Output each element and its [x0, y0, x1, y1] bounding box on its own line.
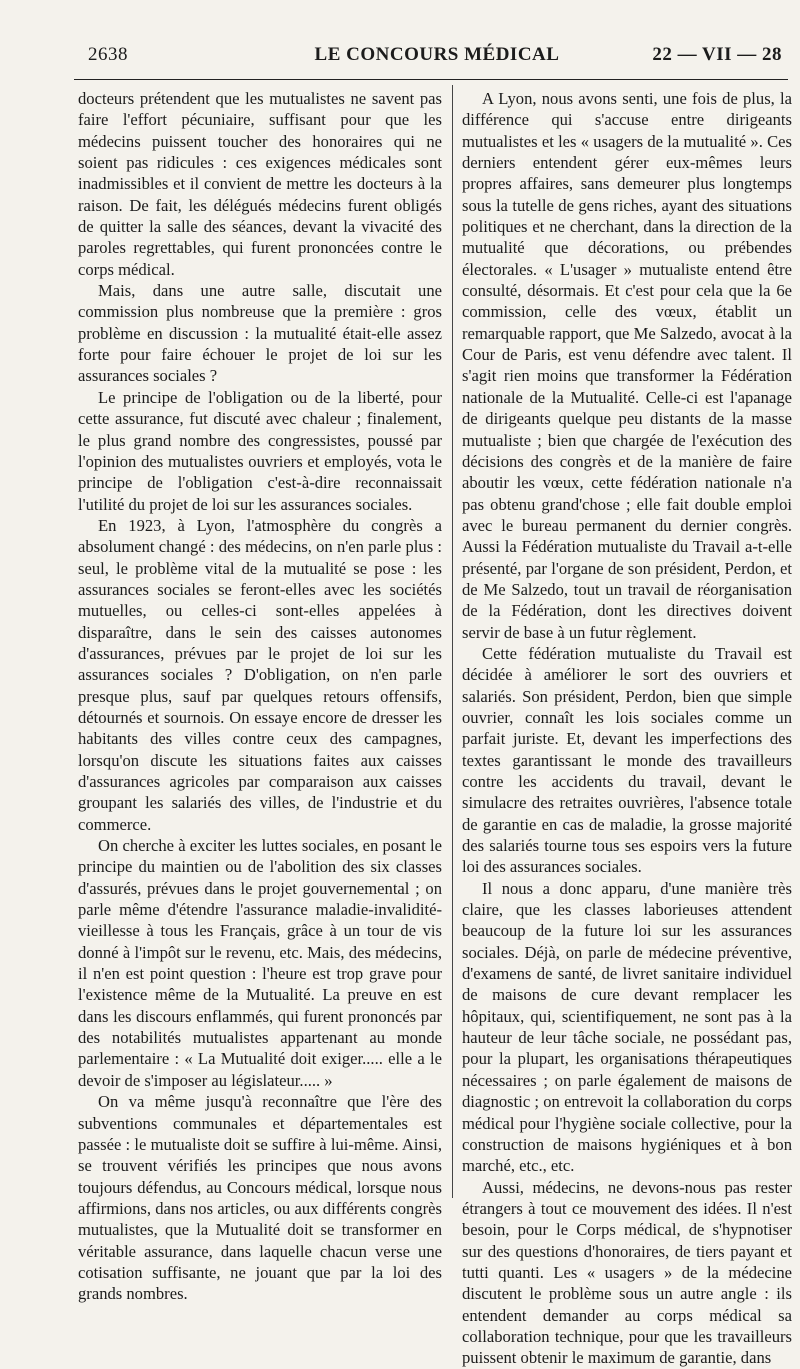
right-column: [462, 88, 792, 1369]
paragraph: On va même jusqu'à reconnaître que l'ère des subventions communales et départementales est passée : le mutualiste doit se suffire à lui-même. Ainsi, se trouvent vérifiés les principes que nous avons toujours défendus, au Concours médical, lorsque nous affirmions, dans nos articles, ou aux différents congrès mutualistes, que la Mutualité doit se transformer en véritable assurance, dans laquelle chacun verse une cotisation suffisante, ne jouant que par la loi des grands nombres.: [78, 1092, 442, 1304]
issue-date: 22 — VII — 28: [652, 44, 782, 65]
journal-title: LE CONCOURS MÉDICAL: [314, 44, 560, 65]
paragraph: Cette fédération mutualiste du Travail est décidée à améliorer le sort des ouvriers et salariés. Son président, Perdon, bien que simple ouvrier, connaît les lois sociales comme un parfait juriste. Et, devant les imperfections des textes garantissant le monde des travailleurs contre les accidents du travail, devant le simulacre des retraites ouvrières, l'absence totale de garantie en cas de maladie, la grosse majorité des salariés tourne tous ses espoirs vers la future loi des assurances sociales.: [462, 643, 792, 877]
paragraph: Le principe de l'obligation ou de la liberté, pour cette assurance, fut discuté avec chaleur ; finalement, le plus grand nombre des congressistes, poussé par l'opinion des mutualistes ouvriers et employés, vota le principe de l'obligation c'est-à-dire reconnaissait l'utilité du projet de loi sur les assurances sociales.: [78, 387, 442, 514]
left-column: [78, 88, 442, 1305]
column-divider: [452, 85, 453, 1198]
paragraph: En 1923, à Lyon, l'atmosphère du congrès a absolument changé : des médecins, on n'en parle plus : seul, le problème vital de la mutualité se pose : les assurances sociales se feront-elles avec les sociétés mutuelles, ou celles-ci sont-elles appelées à disparaître, dans le sein des caisses autonomes d'assurances, prévues par le projet de loi sur les assurances sociales ? D'obligation, on n'en parle presque plus, sauf par quelques retours offensifs, détournés et sournois. On essaye encore de dresser les habitants des villes contre ceux des campagnes, lorsqu'on discute les situations faites aux caisses d'assurances agricoles par comparaison aux caisses groupant les salariés des villes, de l'industrie et du commerce.: [78, 515, 442, 834]
page-header: [78, 44, 786, 72]
paragraph: On cherche à exciter les luttes sociales, en posant le principe du maintien ou de l'abolition des six classes d'assurés, prévues dans le projet gouvernemental ; on parle même d'étendre l'assurance maladie-invalidité-vieillesse à tous les Français, grâce à un tour de vis donné à l'impôt sur le revenu, etc. Mais, des médecins, il n'en est point question : l'heure est trop grave pour l'existence même de la Mutualité. La preuve en est dans les discours enflammés, qui furent prononcés par des notabilités mutualistes appartenant au monde parlementaire : « La Mutualité doit exiger..... elle a le devoir de s'imposer au législateur..... »: [78, 836, 442, 1090]
paragraph: Aussi, médecins, ne devons-nous pas rester étrangers à tout ce mouvement des idées. Il n'est besoin, pour le Corps médical, de s'hypnotiser sur des questions d'honoraires, de tiers payant et tutti quanti. Les « usagers » de la médecine discutent le problème sous un autre angle : ils entendent demander au corps médical sa collaboration technique, pour que les travailleurs puissent obtenir le maximum de garantie, dans: [462, 1177, 792, 1368]
paragraph: Il nous a donc apparu, d'une manière très claire, que les classes laborieuses attendent beaucoup de la future loi sur les assurances sociales. Déjà, on parle de médecine préventive, d'examens de santé, de livret sanitaire individuel de maisons de cure devant remplacer les hôpitaux, qui, scientifiquement, ne sont pas à la hauteur de leur tâche sociale, ne possédant pas, pour la plupart, les organisations thérapeutiques nécessaires ; on parle également de maisons de diagnostic ; on entrevoit la collaboration du corps médical pour l'hygiène sociale collective, pour la construction de maisons hygiéniques et à bon marché, etc., etc.: [462, 878, 792, 1176]
paragraph: A Lyon, nous avons senti, une fois de plus, la différence qui s'accuse entre dirigeants mutualistes et les « usagers de la mutualité ». Ces derniers entendent gérer eux-mêmes leurs propres affaires, sans demeurer plus longtemps sous la tutelle de gens riches, ayant des situations politiques et ne cherchant, dans la direction de la mutualité que décorations, ou prébendes électorales. « L'usager » mutualiste entend être consulté, désormais. Et c'est pour cela que la 6e commission, celle des vœux, établit un remarquable rapport, que Me Salzedo, avocat à la Cour de Paris, est venu défendre avec talent. Il s'agit rien moins que transformer la Fédération nationale de la Mutualité. Celle-ci est l'apanage de dirigeants quelque peu distants de la masse mutualiste ; bien que chargée de l'exécution des décisions des congrès et de la manière de faire aboutir les vœux, cette fédération nationale n'a pas obtenu grand'chose ; elle fait double emploi avec le bureau permanent du dernier congrès. Aussi la Fédération mutualiste du Travail a-t-elle présenté, par l'organe de son président, Perdon, et de Me Salzedo, tout un travail de réorganisation de la Fédération, dont les directives doivent servir de base à un futur règlement.: [462, 89, 792, 642]
header-rule: [74, 79, 788, 80]
page-number: 2638: [88, 44, 128, 65]
paragraph: Mais, dans une autre salle, discutait une commission plus nombreuse que la première : gros problème en discussion : la mutualité était-elle assez forte pour faire échouer le projet de loi sur les assurances sociales ?: [78, 281, 442, 386]
paragraph: docteurs prétendent que les mutualistes ne savent pas faire l'effort pécuniaire, suffisant pour que les médecins puissent toucher des honoraires qui ne soient pas ridicules : ces exigences médicales sont inadmissibles et il convient de mettre les docteurs à la raison. De fait, les délégués médecins furent obligés de quitter la salle des séances, devant la vivacité des paroles regrettables, qui furent prononcées contre le corps médical.: [78, 89, 442, 279]
